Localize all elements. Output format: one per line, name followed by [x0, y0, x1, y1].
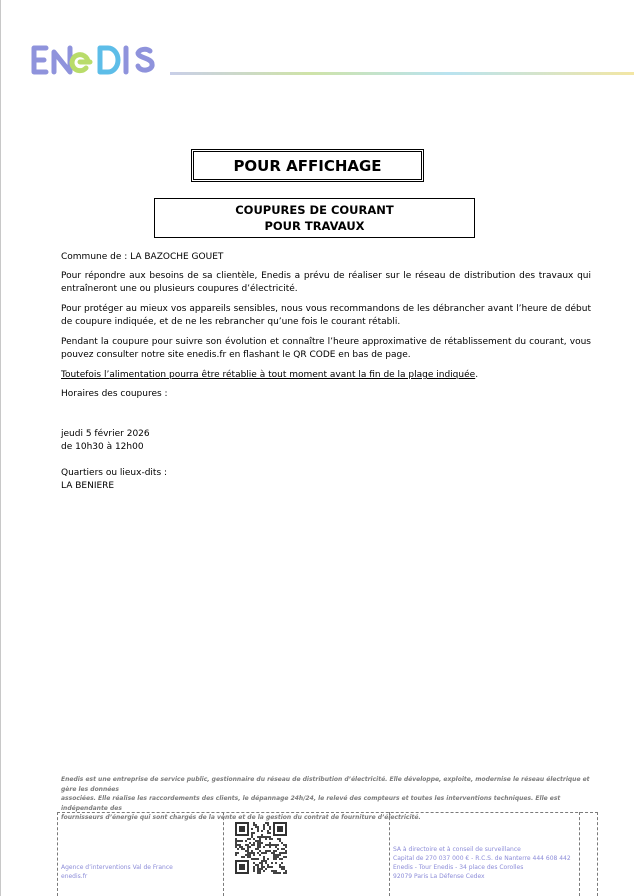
footer-legal-1: SA à directoire et à conseil de surveillance	[393, 846, 521, 853]
horaires-label: Horaires des coupures :	[61, 389, 168, 399]
footer-site-link[interactable]: enedis.fr	[61, 873, 88, 880]
header-rule	[170, 72, 634, 75]
disclaimer-line-2: associées. Elle réalise les raccordements des clients, le dépannage 24h/24, le relevé des compteurs et toutes les interventions techniques. Elle est indépendante des	[61, 795, 561, 812]
paragraph-4-underlined: Toutefois l’alimentation pourra être rétablie à tout moment avant la fin de la plage indiquée	[61, 370, 476, 380]
quartiers-label: Quartiers ou lieux-dits :	[61, 468, 168, 478]
pour-affichage-box	[191, 149, 424, 182]
pour-affichage-label: POUR AFFICHAGE	[233, 156, 382, 175]
footer-divider-3	[579, 812, 580, 896]
paragraph-1: Pour répondre aux besoins de sa clientèle, Enedis a prévu de réaliser sur le réseau de distribution des travaux qui entraîneront une ou plusieurs coupures d’électricité.	[61, 271, 591, 294]
coupures-line2: POUR TRAVAUX	[264, 219, 365, 233]
paragraph-4	[61, 369, 591, 382]
coupures-box	[154, 198, 475, 238]
paragraph-2: Pour protéger au mieux vos appareils sensibles, nous vous recommandons de les débrancher avant l’heure de début de coupure indiquée, et de ne les rebrancher qu’une fois le courant rétabli.	[61, 304, 591, 327]
disclaimer-line-1: Enedis est une entreprise de service public, gestionnaire du réseau de distribution d’électricité. Elle développe, exploite, modernise le réseau électrique et gère les données	[61, 776, 590, 793]
footer-legal-2: Capital de 270 037 000 € - R.C.S. de Nanterre 444 608 442	[393, 855, 571, 862]
disclaimer-line-3: fournisseurs d’énergie qui sont chargés de la vente et de la gestion du contrat de fourniture d’électricité.	[61, 814, 421, 821]
footer-legal-4: 92079 Paris La Défense Cedex	[393, 873, 485, 880]
footer-agency-block	[61, 863, 173, 881]
footer-divider-2	[389, 812, 390, 896]
coupure-date: jeudi 5 février 2026	[61, 429, 150, 439]
coupure-time: de 10h30 à 12h00	[61, 442, 144, 452]
paragraph-3: Pendant la coupure pour suivre son évolution et connaître l’heure approximative de rétablissement du courant, vous pouvez consulter notre site enedis.fr en flashant le QR CODE en bas de page.	[61, 337, 591, 360]
footer-agency: Agence d’interventions Val de France	[61, 864, 173, 871]
coupures-line1: COUPURES DE COURANT	[235, 203, 394, 217]
footer-legal-block	[393, 845, 571, 881]
enedis-logo	[30, 42, 170, 78]
qr-code-icon[interactable]	[235, 822, 287, 874]
commune-line: Commune de : LA BAZOCHE GOUET	[61, 252, 224, 262]
paragraph-4-end: .	[475, 370, 479, 380]
footer-divider-1	[223, 812, 224, 896]
quartier-name: LA BENIERE	[61, 481, 115, 491]
footer-legal-3: Enedis - Tour Enedis - 34 place des Corolles	[393, 864, 524, 871]
page-edge	[0, 0, 1, 896]
